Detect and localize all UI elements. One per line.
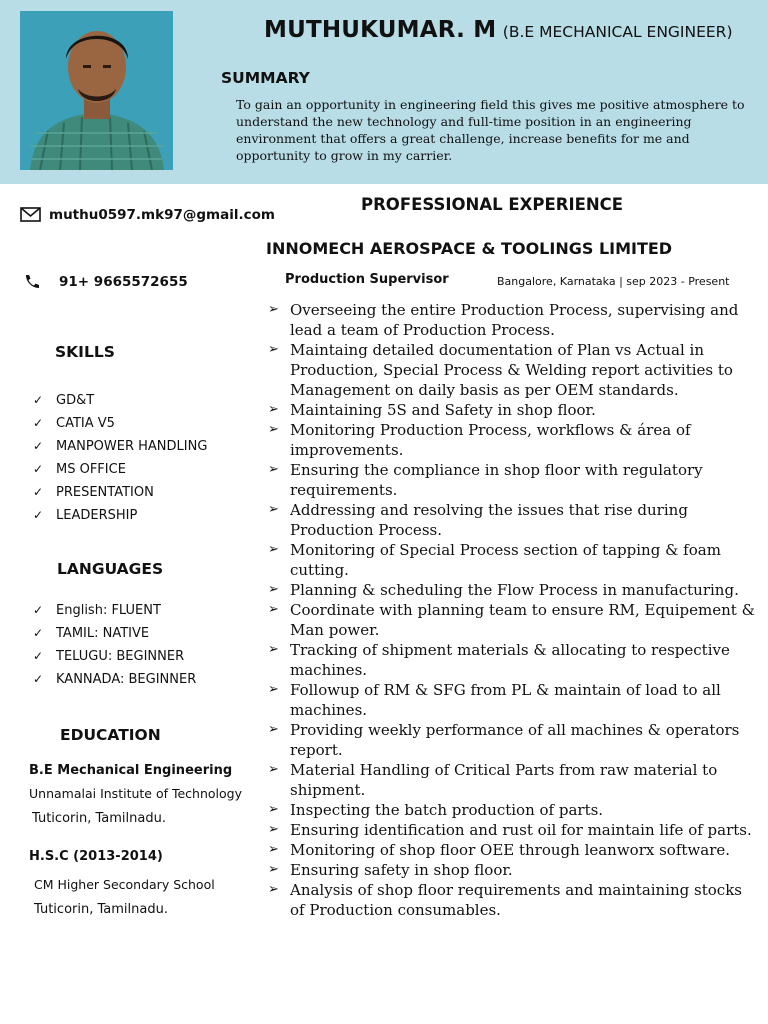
education-title: EDUCATION — [60, 726, 161, 744]
arrow-bullet-icon: ➢ — [268, 822, 279, 837]
duty-item: ➢ Followup of RM & SFG from PL & maintain of load to all machines. — [268, 681, 721, 719]
edu-place-1: Tuticorin, Tamilnadu. — [32, 811, 166, 826]
duty-item: ➢ Inspecting the batch production of parts. — [268, 801, 604, 819]
check-icon: ✓ — [33, 462, 44, 476]
arrow-bullet-icon: ➢ — [268, 762, 279, 777]
duty-item: ➢ Maintaining 5S and Safety in shop floor. — [268, 401, 596, 419]
skill-item: ✓ MS OFFICE — [33, 458, 207, 481]
arrow-bullet-icon: ➢ — [268, 342, 279, 357]
duty-item: ➢ Ensuring the compliance in shop floor with regulatory requirements. — [268, 461, 703, 499]
language-item: ✓ English: FLUENT — [33, 599, 196, 622]
skill-item: ✓ GD&T — [33, 389, 207, 412]
check-icon: ✓ — [33, 626, 44, 640]
check-icon: ✓ — [33, 508, 44, 522]
language-item: ✓ TELUGU: BEGINNER — [33, 645, 196, 668]
check-icon: ✓ — [33, 672, 44, 686]
arrow-bullet-icon: ➢ — [268, 422, 279, 437]
candidate-degree: (B.E MECHANICAL ENGINEER) — [502, 23, 733, 41]
job-location-dates: Bangalore, Karnataka | sep 2023 - Present — [497, 275, 730, 288]
arrow-bullet-icon: ➢ — [268, 722, 279, 737]
edu-school-1: Unnamalai Institute of Technology — [29, 786, 242, 801]
arrow-bullet-icon: ➢ — [268, 542, 279, 557]
skill-item: ✓ PRESENTATION — [33, 481, 207, 504]
experience-title: PROFESSIONAL EXPERIENCE — [361, 195, 624, 214]
duty-item: ➢ Monitoring Production Process, workflows & área of improvements. — [268, 421, 691, 459]
arrow-bullet-icon: ➢ — [268, 302, 279, 317]
phone-text[interactable]: 91+ 9665572655 — [59, 274, 188, 290]
check-icon: ✓ — [33, 603, 44, 617]
duty-item: ➢ Tracking of shipment materials & allocating to respective machines. — [268, 641, 730, 679]
check-icon: ✓ — [33, 649, 44, 663]
edu-school-2: CM Higher Secondary School — [34, 877, 215, 892]
check-icon: ✓ — [33, 416, 44, 430]
name-heading — [264, 17, 733, 43]
languages-list — [33, 599, 196, 691]
duty-item: ➢ Monitoring of shop floor OEE through leanworx software. — [268, 841, 731, 859]
arrow-bullet-icon: ➢ — [268, 462, 279, 477]
skills-title: SKILLS — [55, 343, 115, 361]
duty-item: ➢ Providing weekly performance of all machines & operators report. — [268, 721, 740, 759]
arrow-bullet-icon: ➢ — [268, 402, 279, 417]
skill-item: ✓ LEADERSHIP — [33, 504, 207, 527]
check-icon: ✓ — [33, 393, 44, 407]
duty-item: ➢ Coordinate with planning team to ensure RM, Equipement & Man power. — [268, 601, 755, 639]
arrow-bullet-icon: ➢ — [268, 502, 279, 517]
skills-list — [33, 389, 207, 527]
envelope-icon — [20, 207, 41, 227]
company-name: INNOMECH AEROSPACE & TOOLINGS LIMITED — [266, 239, 673, 258]
skill-item: ✓ CATIA V5 — [33, 412, 207, 435]
summary-title: SUMMARY — [221, 69, 310, 87]
job-role: Production Supervisor — [285, 272, 449, 287]
edu-degree-1: B.E Mechanical Engineering — [29, 763, 233, 778]
arrow-bullet-icon: ➢ — [268, 642, 279, 657]
email-text[interactable]: muthu0597.mk97@gmail.com — [49, 207, 275, 223]
profile-photo — [20, 11, 173, 170]
check-icon: ✓ — [33, 485, 44, 499]
check-icon: ✓ — [33, 439, 44, 453]
duty-item: ➢ Planning & scheduling the Flow Process in manufacturing. — [268, 581, 739, 599]
language-item: ✓ TAMIL: NATIVE — [33, 622, 196, 645]
duty-item: ➢ Ensuring safety in shop floor. — [268, 861, 513, 879]
arrow-bullet-icon: ➢ — [268, 682, 279, 697]
arrow-bullet-icon: ➢ — [268, 862, 279, 877]
arrow-bullet-icon: ➢ — [268, 802, 279, 817]
duty-item: ➢ Ensuring identification and rust oil for maintain life of parts. — [268, 821, 752, 839]
skill-item: ✓ MANPOWER HANDLING — [33, 435, 207, 458]
arrow-bullet-icon: ➢ — [268, 582, 279, 597]
summary-text: To gain an opportunity in engineering field this gives me positive atmosphere to understand the new technology and full-time position in an engineering environment that offers a great challenge, increase benefits for me and opportunity to grow in my carrier. — [236, 97, 745, 163]
duty-item: ➢ Monitoring of Special Process section of tapping & foam cutting. — [268, 541, 721, 579]
arrow-bullet-icon: ➢ — [268, 882, 279, 897]
duty-item: ➢ Overseeing the entire Production Process, supervising and lead a team of Production Process. — [268, 301, 739, 339]
arrow-bullet-icon: ➢ — [268, 842, 279, 857]
duty-item: ➢ Maintaing detailed documentation of Plan vs Actual in Production, Special Process & Welding report activities to Management on daily basis as per OEM standards. — [268, 341, 733, 399]
phone-icon — [24, 274, 40, 294]
arrow-bullet-icon: ➢ — [268, 602, 279, 617]
languages-title: LANGUAGES — [57, 560, 164, 578]
duties-list — [268, 300, 760, 920]
duty-item: ➢ Analysis of shop floor requirements and maintaining stocks of Production consumables. — [268, 881, 742, 919]
edu-place-2: Tuticorin, Tamilnadu. — [34, 902, 168, 917]
language-item: ✓ KANNADA: BEGINNER — [33, 668, 196, 691]
edu-degree-2: H.S.C (2013-2014) — [29, 849, 163, 864]
duty-item: ➢ Addressing and resolving the issues that rise during Production Process. — [268, 501, 688, 539]
duty-item: ➢ Material Handling of Critical Parts from raw material to shipment. — [268, 761, 718, 799]
candidate-name: MUTHUKUMAR. M — [264, 17, 497, 43]
